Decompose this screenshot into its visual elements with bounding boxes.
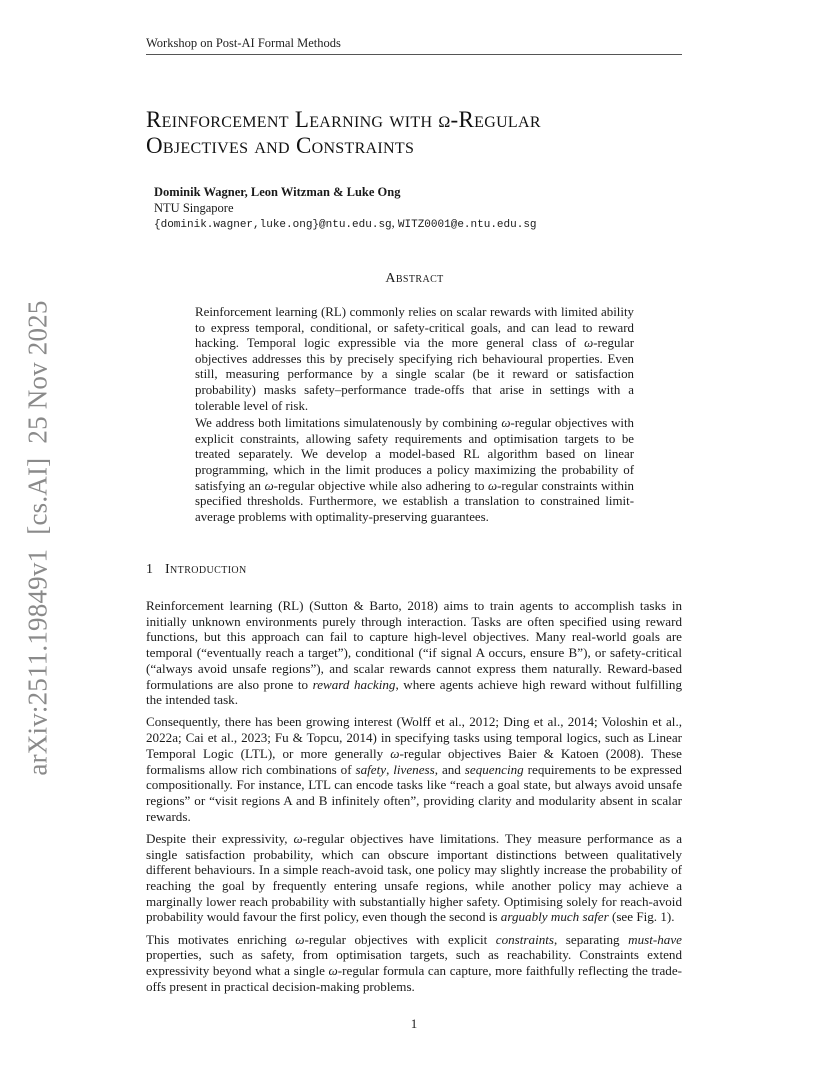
arxiv-date: 25 Nov 2025	[22, 300, 53, 444]
omega-symbol: ω	[295, 931, 305, 947]
omega-symbol: ω	[328, 962, 338, 978]
text-run: This motivates enriching	[146, 931, 296, 947]
omega-symbol: ω	[390, 745, 400, 761]
abstract-paragraph-1	[195, 305, 634, 414]
title-line-2: Objectives and Constraints	[146, 133, 415, 158]
body-paragraph-3	[146, 831, 682, 925]
text-run: properties, such as safety, from optimisation targets, such as reachability. Constraints extend expressivity beyond what a single	[146, 947, 682, 978]
text-run: Despite their expressivity,	[146, 830, 294, 846]
emphasis-text: constraints	[495, 931, 554, 947]
author-emails	[154, 216, 674, 234]
omega-symbol: ω	[488, 478, 498, 493]
text-run: (see Fig. 1).	[608, 909, 675, 925]
body-paragraph-1	[146, 598, 682, 708]
text-run: , and	[434, 761, 465, 777]
text-run: Consequently, there has been growing interest (Wolff et al., 2012; Ding et al., 2014; Voloshin et al., 2022a; Cai et al., 2023; Fu & Topcu, 2014) in specifying tasks using temporal logics, such as Linear Temporal Logic (LTL), or more generally	[146, 714, 682, 761]
text-run: -regular objectives have limitations. They measure performance as a single satisfaction probability, which can obscure important distinctions between qualitatively different behaviours. In a simple reach-avoid task, one policy may slightly increase the probability of reaching the goal by frequently entering unsafe regions, while another policy may achieve a marginally lower reach probability with substantially higher safety. Optimising solely for reach-avoid probability would favour the first policy, even though the second is	[146, 830, 683, 925]
text-run: -regular objectives with explicit constraints, allowing safety requirements and optimisation targets to be treated separately. We develop a model-based RL algorithm based on linear programming, which in the limit produces a policy maximizing the probability of satisfying an	[195, 416, 635, 493]
abstract-paragraph-2	[195, 416, 634, 525]
section-number: 1	[146, 562, 153, 577]
text-run: ,	[386, 761, 394, 777]
emphasis-text: liveness	[393, 761, 435, 777]
emphasis-text: sequencing	[464, 761, 524, 777]
omega-symbol: ω	[293, 830, 303, 846]
text-run: , where agents achieve high reward without fulfilling the intended task.	[146, 676, 682, 708]
section-heading-introduction	[146, 562, 247, 578]
arxiv-stamp	[23, 293, 54, 782]
text-run: We address both limitations simulatenously by combining	[195, 416, 502, 431]
email-second: WITZ0001@e.ntu.edu.sg	[397, 219, 537, 231]
email-group-domain: @ntu.edu.sg	[319, 219, 392, 231]
emphasis-text: reward hacking	[312, 676, 396, 692]
text-run: -regular objectives addresses this by precisely specifying rich behavioural properties. Even still, measuring performance by a single scalar (be it reward or satisfaction probability) masks safety–performance trade-offs that arise in settings with a tolerable level of risk.	[195, 336, 634, 413]
running-header: Workshop on Post-AI Formal Methods	[146, 36, 682, 55]
paper-title	[146, 107, 686, 159]
text-run: , separating	[553, 931, 629, 947]
text-run: Reinforcement learning (RL) (Sutton & Barto, 2018) aims to train agents to accomplish tasks in initially unknown environments purely through interaction. Tasks are often specified using reward functions, but this approach can fail to capture high-level objectives. Many real-world goals are temporal (“eventually reach a target”), conditional (“if signal A occurs, ensure B”), or safety-critical (“always avoid unsafe regions”), and scalar rewards cannot express them naturally. Reward-based formulations are also prone to	[146, 598, 682, 692]
title-line-1: Reinforcement Learning with ω-Regular	[146, 107, 541, 132]
emphasis-text: must-have	[628, 931, 682, 947]
abstract-heading: Abstract	[385, 271, 444, 286]
body-paragraph-4	[146, 932, 682, 995]
email-group: {dominik.wagner,luke.ong}	[154, 219, 320, 231]
page-number: 1	[410, 1016, 418, 1031]
text-run: -regular objective while also adhering to	[273, 478, 489, 493]
emphasis-text: arguably much safer	[500, 909, 609, 925]
author-names: Dominik Wagner, Leon Witzman & Luke Ong	[154, 185, 401, 199]
affiliation: NTU Singapore	[154, 200, 234, 215]
emphasis-text: safety	[355, 761, 387, 777]
omega-symbol: ω	[501, 416, 511, 431]
text-run: -regular constraints within specified thresholds. Furthermore, we establish a translation to constrained limit-average problems with optimality-preserving guarantees.	[195, 478, 634, 524]
author-block	[154, 185, 674, 234]
text-run: -regular objectives Baier & Katoen (2008). These formalisms allow rich combinations of	[146, 745, 682, 777]
text-run: Reinforcement learning (RL) commonly relies on scalar rewards with limited ability to express temporal, conditional, or safety-critical goals, and can lead to reward hacking. Temporal logic expressible via the more general class of	[195, 305, 634, 351]
omega-symbol: ω	[264, 478, 274, 493]
abstract-body	[195, 305, 634, 527]
arxiv-id: arXiv:2511.19849v1	[22, 548, 53, 776]
arxiv-category: [cs.AI]	[22, 457, 53, 535]
email-separator: ,	[391, 216, 398, 230]
text-run: -regular objectives with explicit	[304, 931, 496, 947]
body-paragraph-2	[146, 714, 682, 824]
text-run: requirements to be expressed compositionally. For instance, LTL can encode tasks like “reach a goal state, but always avoid unsafe regions” or “visit regions A and B infinitely often”, providing clarity and modularity absent in scalar rewards.	[146, 761, 682, 824]
section-title: Introduction	[165, 562, 247, 577]
omega-symbol: ω	[584, 336, 594, 351]
introduction-body	[146, 598, 682, 1001]
text-run: -regular formula can capture, more faithfully reflecting the trade-offs present in practical decision-making problems.	[146, 962, 683, 994]
